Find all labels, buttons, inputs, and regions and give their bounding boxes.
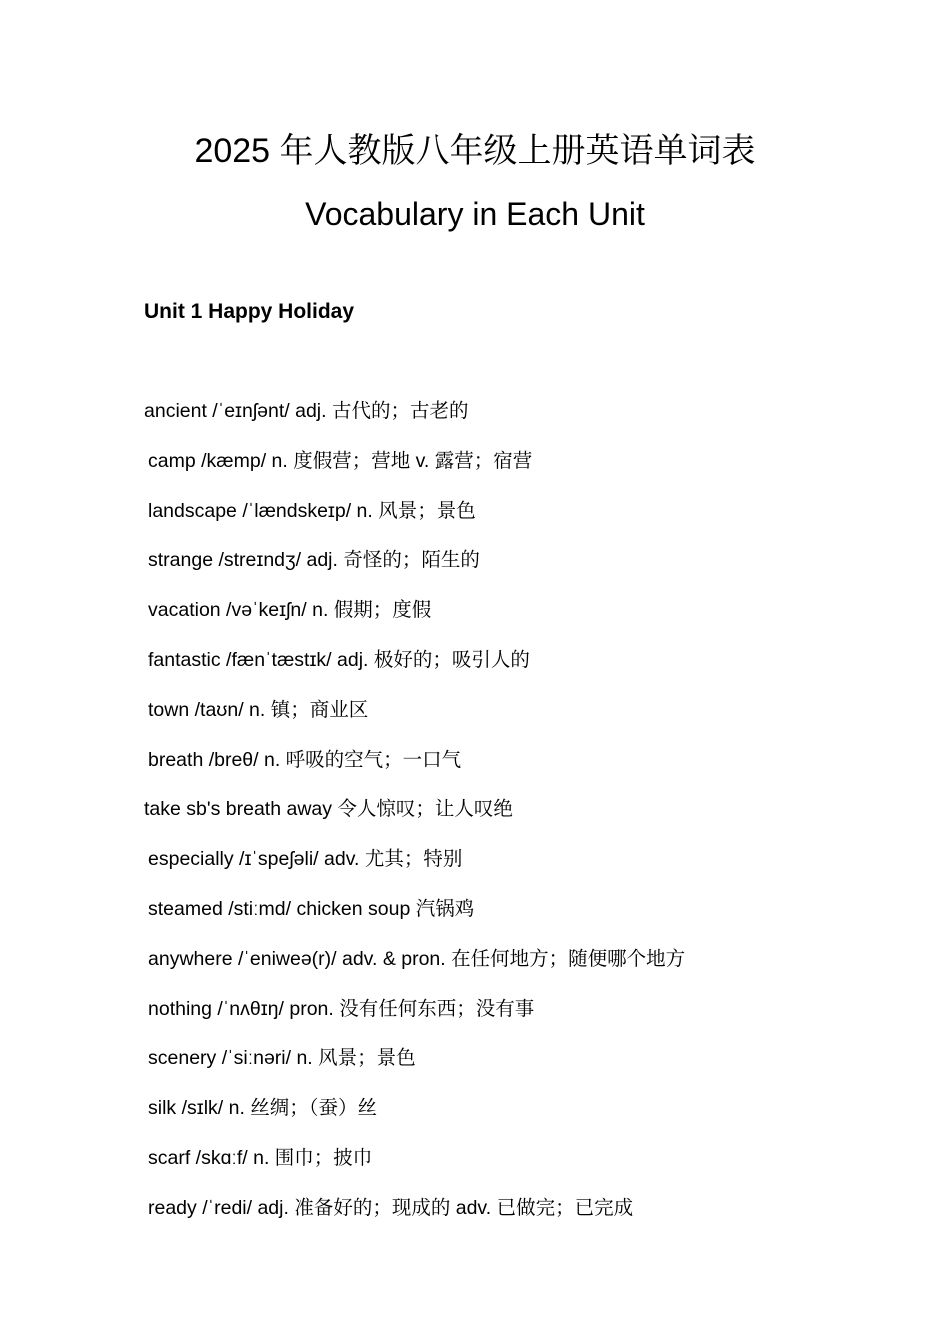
vocabulary-entry: ancient /ˈeɪnʃənt/ adj. 古代的；古老的 — [144, 400, 469, 422]
vocabulary-entry: ready /ˈredi/ adj. 准备好的；现成的 adv. 已做完；已完成 — [148, 1196, 634, 1219]
vocabulary-entry: landscape /ˈlændskeɪp/ n. 风景；景色 — [148, 499, 476, 522]
vocabulary-entry: take sb's breath away 令人惊叹；让人叹绝 — [144, 798, 513, 821]
unit-heading: Unit 1 Happy Holiday — [144, 300, 355, 323]
document-title-english: Vocabulary in Each Unit — [305, 196, 645, 232]
vocabulary-list — [144, 396, 904, 1243]
vocabulary-entry: silk /sɪlk/ n. 丝绸；（蚕）丝 — [148, 1097, 378, 1120]
vocabulary-entry: camp /kæmp/ n. 度假营；营地 v. 露营；宿营 — [148, 449, 533, 472]
document-title-chinese: 2025 年人教版八年级上册英语单词表 — [194, 132, 756, 170]
vocabulary-entry: town /taʊn/ n. 镇；商业区 — [148, 698, 369, 721]
vocabulary-entry: fantastic /fænˈtæstɪk/ adj. 极好的；吸引人的 — [148, 648, 530, 671]
vocabulary-entry: especially /ɪˈspeʃəli/ adv. 尤其；特别 — [148, 848, 463, 871]
vocabulary-entry: scenery /ˈsiːnəri/ n. 风景；景色 — [148, 1047, 416, 1070]
vocabulary-entry: nothing /ˈnʌθɪŋ/ pron. 没有任何东西；没有事 — [148, 997, 535, 1020]
vocabulary-entry: strange /streɪndʒ/ adj. 奇怪的；陌生的 — [148, 549, 480, 572]
vocabulary-entry: anywhere /ˈeniweə(r)/ adv. & pron. 在任何地方；随便哪个地方 — [148, 947, 686, 970]
vocabulary-entry: steamed /stiːmd/ chicken soup 汽锅鸡 — [148, 897, 475, 920]
vocabulary-entry: scarf /skɑːf/ n. 围巾；披巾 — [148, 1146, 373, 1169]
vocabulary-entry: breath /breθ/ n. 呼吸的空气；一口气 — [148, 748, 462, 771]
vocabulary-entry: vacation /vəˈkeɪʃn/ n. 假期；度假 — [148, 599, 432, 622]
